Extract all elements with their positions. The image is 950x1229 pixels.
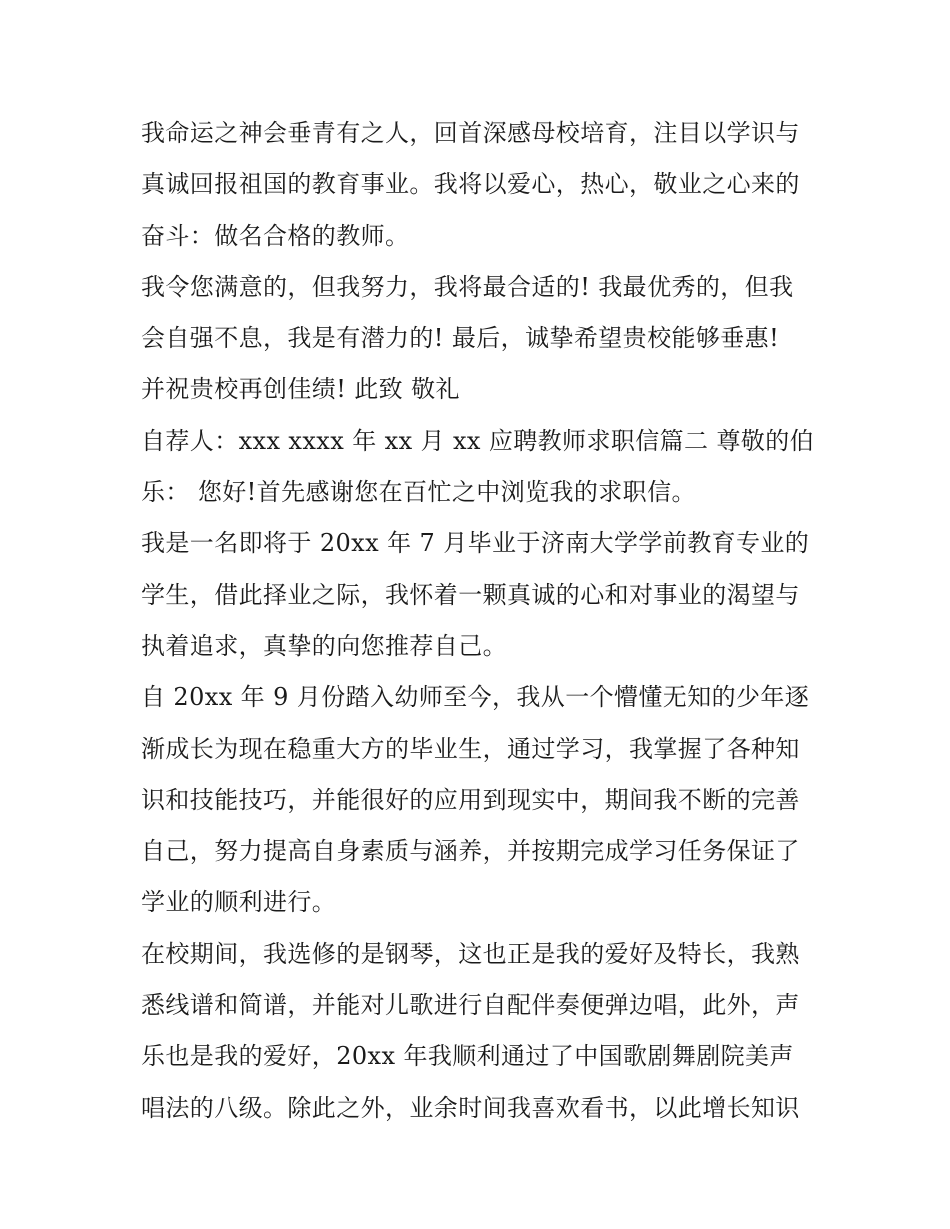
text-line: 会自强不息，我是有潜力的! 最后，诚挚希望贵校能够垂惠! [141, 324, 780, 353]
text-line: 执着追求，真挚的向您推荐自己。 [141, 631, 507, 660]
text-line: 我令您满意的，但我努力，我将最合适的! 我最优秀的，但我 [141, 272, 794, 301]
text-line: 乐也是我的爱好，20xx 年我顺利通过了中国歌剧舞剧院美声 [141, 1042, 794, 1071]
text-line: 自荐人：xxx xxxx 年 xx 月 xx 应聘教师求职信篇二 尊敬的伯 [141, 426, 815, 455]
text-line: 悉线谱和简谱，并能对儿歌进行自配伴奏便弹边唱，此外，声 [141, 991, 800, 1020]
text-line: 乐： 您好!首先感谢您在百忙之中浏览我的求职信。 [141, 478, 696, 507]
text-line: 自己，努力提高自身素质与涵养，并按期完成学习任务保证了 [141, 837, 800, 866]
text-line: 自 20xx 年 9 月份踏入幼师至今，我从一个懵懂无知的少年逐 [141, 683, 810, 712]
text-line: 学生，借此择业之际，我怀着一颗真诚的心和对事业的渴望与 [141, 580, 800, 609]
text-line: 我是一名即将于 20xx 年 7 月毕业于济南大学学前教育专业的 [141, 529, 810, 558]
text-line: 在校期间，我选修的是钢琴，这也正是我的爱好及特长，我熟 [141, 939, 800, 968]
text-line: 并祝贵校再创佳绩! 此致 敬礼 [141, 375, 460, 404]
text-line: 我命运之神会垂青有之人，回首深感母校培育，注目以学识与 [141, 119, 800, 147]
text-line: 唱法的八级。除此之外，业余时间我喜欢看书，以此增长知识 [141, 1093, 800, 1122]
text-line: 奋斗：做名合格的教师。 [141, 221, 410, 250]
body-text [141, 108, 821, 1134]
text-line: 学业的顺利进行。 [141, 888, 337, 917]
text-line: 识和技能技巧，并能很好的应用到现实中，期间我不断的完善 [141, 785, 800, 814]
text-line: 渐成长为现在稳重大方的毕业生，通过学习，我掌握了各种知 [141, 734, 800, 763]
text-line: 真诚回报祖国的教育事业。我将以爱心，热心，敬业之心来的 [141, 170, 800, 199]
